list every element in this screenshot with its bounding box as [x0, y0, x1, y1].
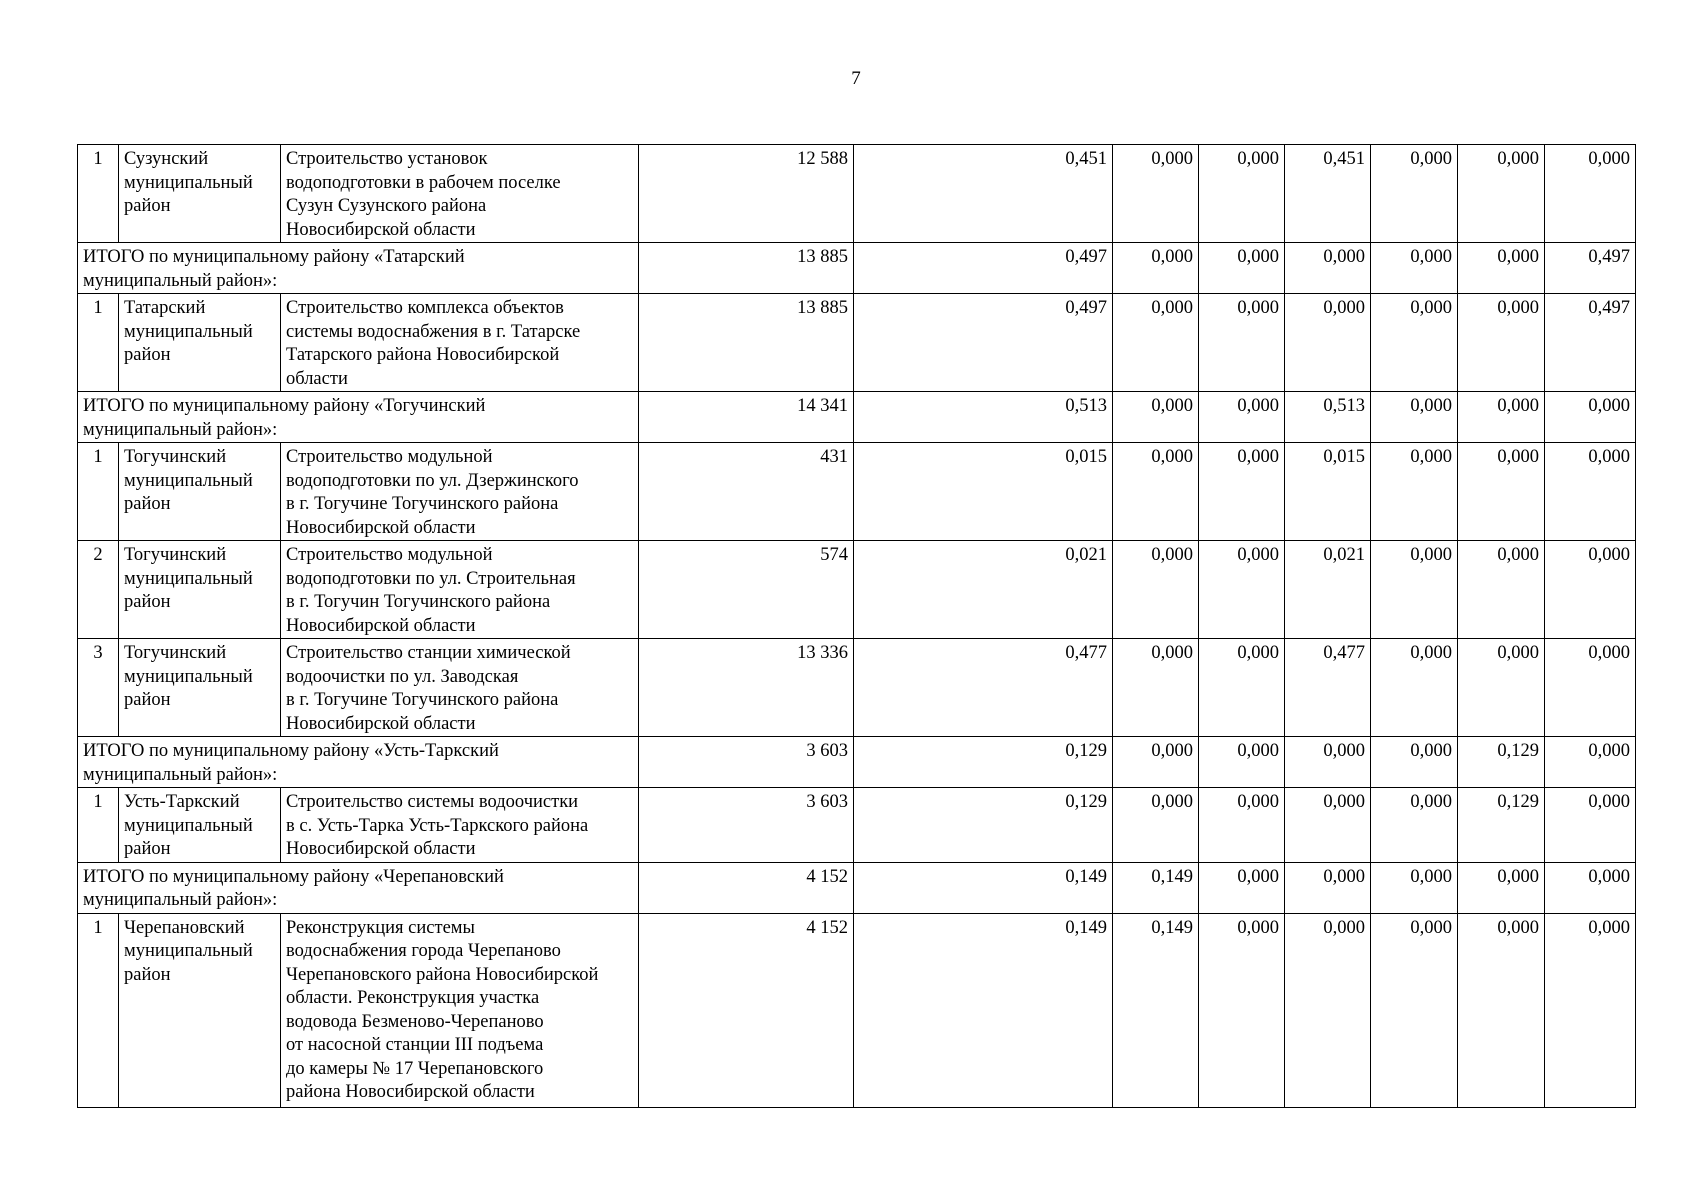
- share-cell: 0,000: [1199, 913, 1285, 1107]
- share-cell: 0,000: [1545, 862, 1636, 913]
- row-number-cell: 1: [78, 294, 119, 392]
- total-label-line: ИТОГО по муниципальному району «Тогучинский: [83, 396, 486, 416]
- district-line: муниципальный: [124, 941, 253, 961]
- district-line: район: [124, 345, 171, 365]
- table-row: [78, 541, 1636, 639]
- table-row: [78, 145, 1636, 243]
- total-label-line: ИТОГО по муниципальному району «Усть-Таркский: [83, 741, 499, 761]
- district-line: Усть-Таркский: [124, 792, 240, 812]
- share-cell: 0,477: [1285, 639, 1371, 737]
- amount-cell: 14 341: [639, 392, 854, 443]
- share-cell: 0,129: [1458, 737, 1545, 788]
- district-line: муниципальный: [124, 470, 253, 491]
- share-cell: 0,000: [1458, 243, 1545, 294]
- share-cell: 0,000: [1545, 541, 1636, 639]
- project-line: Строительство системы водоочистки: [286, 792, 579, 812]
- share-cell: 0,513: [854, 392, 1113, 443]
- district-line: Тогучинский: [124, 643, 227, 663]
- row-number-cell: 1: [78, 788, 119, 863]
- project-line: Строительство станции химической: [286, 643, 571, 663]
- amount-cell: 12 588: [639, 145, 854, 243]
- row-number-cell: 1: [78, 913, 119, 1107]
- total-row: [78, 392, 1636, 443]
- project-line: Строительство модульной: [286, 545, 493, 565]
- amount-cell: 3 603: [639, 788, 854, 863]
- project-line: водоочистки по ул. Заводская: [286, 666, 519, 687]
- share-cell: 0,000: [1113, 392, 1199, 443]
- share-cell: 0,000: [1199, 639, 1285, 737]
- share-cell: 0,000: [1458, 862, 1545, 913]
- project-line: области: [286, 368, 348, 389]
- share-cell: 0,015: [1285, 443, 1371, 541]
- district-line: район: [124, 690, 171, 710]
- share-cell: 0,497: [854, 243, 1113, 294]
- share-cell: 0,015: [854, 443, 1113, 541]
- share-cell: 0,000: [1545, 788, 1636, 863]
- share-cell: 0,149: [1113, 913, 1199, 1107]
- district-line: муниципальный: [124, 568, 253, 589]
- share-cell: 0,000: [1113, 294, 1199, 392]
- project-line: Строительство установок: [286, 149, 488, 169]
- share-cell: 0,000: [1458, 639, 1545, 737]
- district-cell: [119, 913, 281, 1107]
- total-label-cell: [78, 862, 639, 913]
- amount-cell: 3 603: [639, 737, 854, 788]
- project-line: Новосибирской области: [286, 517, 476, 538]
- share-cell: 0,000: [1458, 145, 1545, 243]
- project-line: Сузун Сузунского района: [286, 196, 487, 216]
- total-label-line: ИТОГО по муниципальному району «Татарский: [83, 247, 465, 267]
- project-line: Татарского района Новосибирской: [286, 345, 560, 365]
- table-row: [78, 913, 1636, 1107]
- district-line: район: [124, 592, 171, 612]
- share-cell: 0,000: [1371, 443, 1458, 541]
- total-label-line: муниципальный район»:: [83, 890, 278, 910]
- row-number-cell: 3: [78, 639, 119, 737]
- share-cell: 0,000: [1113, 541, 1199, 639]
- project-line: от насосной станции III подъема: [286, 1035, 544, 1055]
- share-cell: 0,000: [1458, 392, 1545, 443]
- share-cell: 0,000: [1199, 294, 1285, 392]
- amount-cell: 431: [639, 443, 854, 541]
- share-cell: 0,000: [1371, 862, 1458, 913]
- district-cell: [119, 541, 281, 639]
- amount-cell: 4 152: [639, 913, 854, 1107]
- district-cell: [119, 294, 281, 392]
- share-cell: 0,000: [1371, 294, 1458, 392]
- funding-table: [77, 144, 1636, 1108]
- share-cell: 0,000: [1371, 541, 1458, 639]
- share-cell: 0,000: [1199, 443, 1285, 541]
- total-label-cell: [78, 737, 639, 788]
- district-line: Татарский: [124, 298, 206, 318]
- total-label-line: муниципальный район»:: [83, 419, 278, 440]
- project-line: Новосибирской области: [286, 615, 476, 636]
- share-cell: 0,000: [1545, 913, 1636, 1107]
- share-cell: 0,477: [854, 639, 1113, 737]
- total-label-cell: [78, 392, 639, 443]
- share-cell: 0,000: [1199, 243, 1285, 294]
- project-line: водоподготовки по ул. Строительная: [286, 568, 576, 589]
- district-cell: [119, 145, 281, 243]
- share-cell: 0,000: [1545, 639, 1636, 737]
- share-cell: 0,000: [1113, 639, 1199, 737]
- project-cell: [281, 639, 639, 737]
- share-cell: 0,000: [1545, 737, 1636, 788]
- project-cell: [281, 145, 639, 243]
- share-cell: 0,000: [1545, 443, 1636, 541]
- district-cell: [119, 639, 281, 737]
- share-cell: 0,000: [1199, 788, 1285, 863]
- table-row: [78, 443, 1636, 541]
- share-cell: 0,451: [1285, 145, 1371, 243]
- project-line: водоснабжения города Черепаново: [286, 941, 561, 961]
- share-cell: 0,513: [1285, 392, 1371, 443]
- project-cell: [281, 541, 639, 639]
- project-line: до камеры № 17 Черепановского: [286, 1058, 544, 1079]
- share-cell: 0,129: [854, 788, 1113, 863]
- district-cell: [119, 443, 281, 541]
- project-line: водоподготовки по ул. Дзержинского: [286, 470, 579, 491]
- project-line: системы водоснабжения в г. Татарске: [286, 321, 581, 342]
- project-line: Черепановского района Новосибирской: [286, 964, 599, 985]
- share-cell: 0,497: [1545, 294, 1636, 392]
- project-line: в с. Усть-Тарка Усть-Таркского района: [286, 815, 589, 836]
- table-row: [78, 788, 1636, 863]
- share-cell: 0,149: [854, 913, 1113, 1107]
- share-cell: 0,000: [1371, 788, 1458, 863]
- project-line: в г. Тогучин Тогучинского района: [286, 592, 551, 612]
- share-cell: 0,000: [1113, 443, 1199, 541]
- district-cell: [119, 788, 281, 863]
- share-cell: 0,000: [1371, 243, 1458, 294]
- district-line: муниципальный: [124, 815, 253, 836]
- total-label-line: муниципальный район»:: [83, 270, 278, 291]
- share-cell: 0,000: [1285, 737, 1371, 788]
- district-line: район: [124, 196, 171, 216]
- project-line: Новосибирской области: [286, 713, 476, 734]
- project-line: Новосибирской области: [286, 219, 476, 240]
- share-cell: 0,000: [1199, 737, 1285, 788]
- project-line: Реконструкция системы: [286, 917, 475, 938]
- project-line: области. Реконструкция участка: [286, 988, 540, 1008]
- project-cell: [281, 443, 639, 541]
- project-cell: [281, 913, 639, 1107]
- share-cell: 0,000: [1458, 443, 1545, 541]
- share-cell: 0,021: [854, 541, 1113, 639]
- share-cell: 0,021: [1285, 541, 1371, 639]
- total-label-cell: [78, 243, 639, 294]
- share-cell: 0,451: [854, 145, 1113, 243]
- share-cell: 0,000: [1113, 737, 1199, 788]
- share-cell: 0,000: [1371, 639, 1458, 737]
- share-cell: 0,129: [1458, 788, 1545, 863]
- project-line: в г. Тогучине Тогучинского района: [286, 690, 559, 710]
- row-number-cell: 1: [78, 443, 119, 541]
- share-cell: 0,000: [1458, 541, 1545, 639]
- share-cell: 0,129: [854, 737, 1113, 788]
- share-cell: 0,000: [1285, 862, 1371, 913]
- share-cell: 0,149: [854, 862, 1113, 913]
- amount-cell: 13 336: [639, 639, 854, 737]
- project-line: водовода Безменово-Черепаново: [286, 1011, 544, 1032]
- share-cell: 0,000: [1458, 294, 1545, 392]
- table-row: [78, 294, 1636, 392]
- district-line: муниципальный: [124, 172, 253, 193]
- amount-cell: 574: [639, 541, 854, 639]
- row-number-cell: 2: [78, 541, 119, 639]
- share-cell: 0,497: [854, 294, 1113, 392]
- share-cell: 0,000: [1199, 145, 1285, 243]
- district-line: район: [124, 839, 171, 859]
- project-line: района Новосибирской области: [286, 1082, 535, 1102]
- share-cell: 0,000: [1371, 913, 1458, 1107]
- share-cell: 0,149: [1113, 862, 1199, 913]
- amount-cell: 13 885: [639, 294, 854, 392]
- total-row: [78, 737, 1636, 788]
- district-line: Сузунский: [124, 149, 209, 169]
- share-cell: 0,000: [1285, 294, 1371, 392]
- total-row: [78, 862, 1636, 913]
- project-line: Новосибирской области: [286, 839, 476, 859]
- page-number: 7: [851, 68, 861, 89]
- project-line: Строительство модульной: [286, 447, 493, 467]
- district-line: Тогучинский: [124, 545, 227, 565]
- total-label-line: муниципальный район»:: [83, 764, 278, 785]
- district-line: район: [124, 964, 171, 985]
- share-cell: 0,000: [1199, 392, 1285, 443]
- share-cell: 0,000: [1199, 541, 1285, 639]
- table-body: [78, 145, 1636, 1108]
- district-line: Тогучинский: [124, 447, 227, 467]
- share-cell: 0,000: [1285, 913, 1371, 1107]
- table-row: [78, 639, 1636, 737]
- share-cell: 0,000: [1113, 243, 1199, 294]
- share-cell: 0,000: [1285, 788, 1371, 863]
- share-cell: 0,000: [1545, 392, 1636, 443]
- district-line: Черепановский: [124, 917, 245, 938]
- share-cell: 0,000: [1113, 788, 1199, 863]
- project-cell: [281, 788, 639, 863]
- district-line: муниципальный: [124, 666, 253, 687]
- share-cell: 0,000: [1371, 737, 1458, 788]
- amount-cell: 4 152: [639, 862, 854, 913]
- total-label-line: ИТОГО по муниципальному району «Черепановский: [83, 866, 504, 887]
- project-cell: [281, 294, 639, 392]
- district-line: район: [124, 494, 171, 514]
- project-line: в г. Тогучине Тогучинского района: [286, 494, 559, 514]
- total-row: [78, 243, 1636, 294]
- share-cell: 0,000: [1545, 145, 1636, 243]
- project-line: Строительство комплекса объектов: [286, 298, 564, 318]
- share-cell: 0,497: [1545, 243, 1636, 294]
- share-cell: 0,000: [1458, 913, 1545, 1107]
- share-cell: 0,000: [1371, 392, 1458, 443]
- district-line: муниципальный: [124, 321, 253, 342]
- share-cell: 0,000: [1371, 145, 1458, 243]
- share-cell: 0,000: [1113, 145, 1199, 243]
- share-cell: 0,000: [1199, 862, 1285, 913]
- row-number-cell: 1: [78, 145, 119, 243]
- amount-cell: 13 885: [639, 243, 854, 294]
- share-cell: 0,000: [1285, 243, 1371, 294]
- project-line: водоподготовки в рабочем поселке: [286, 172, 561, 193]
